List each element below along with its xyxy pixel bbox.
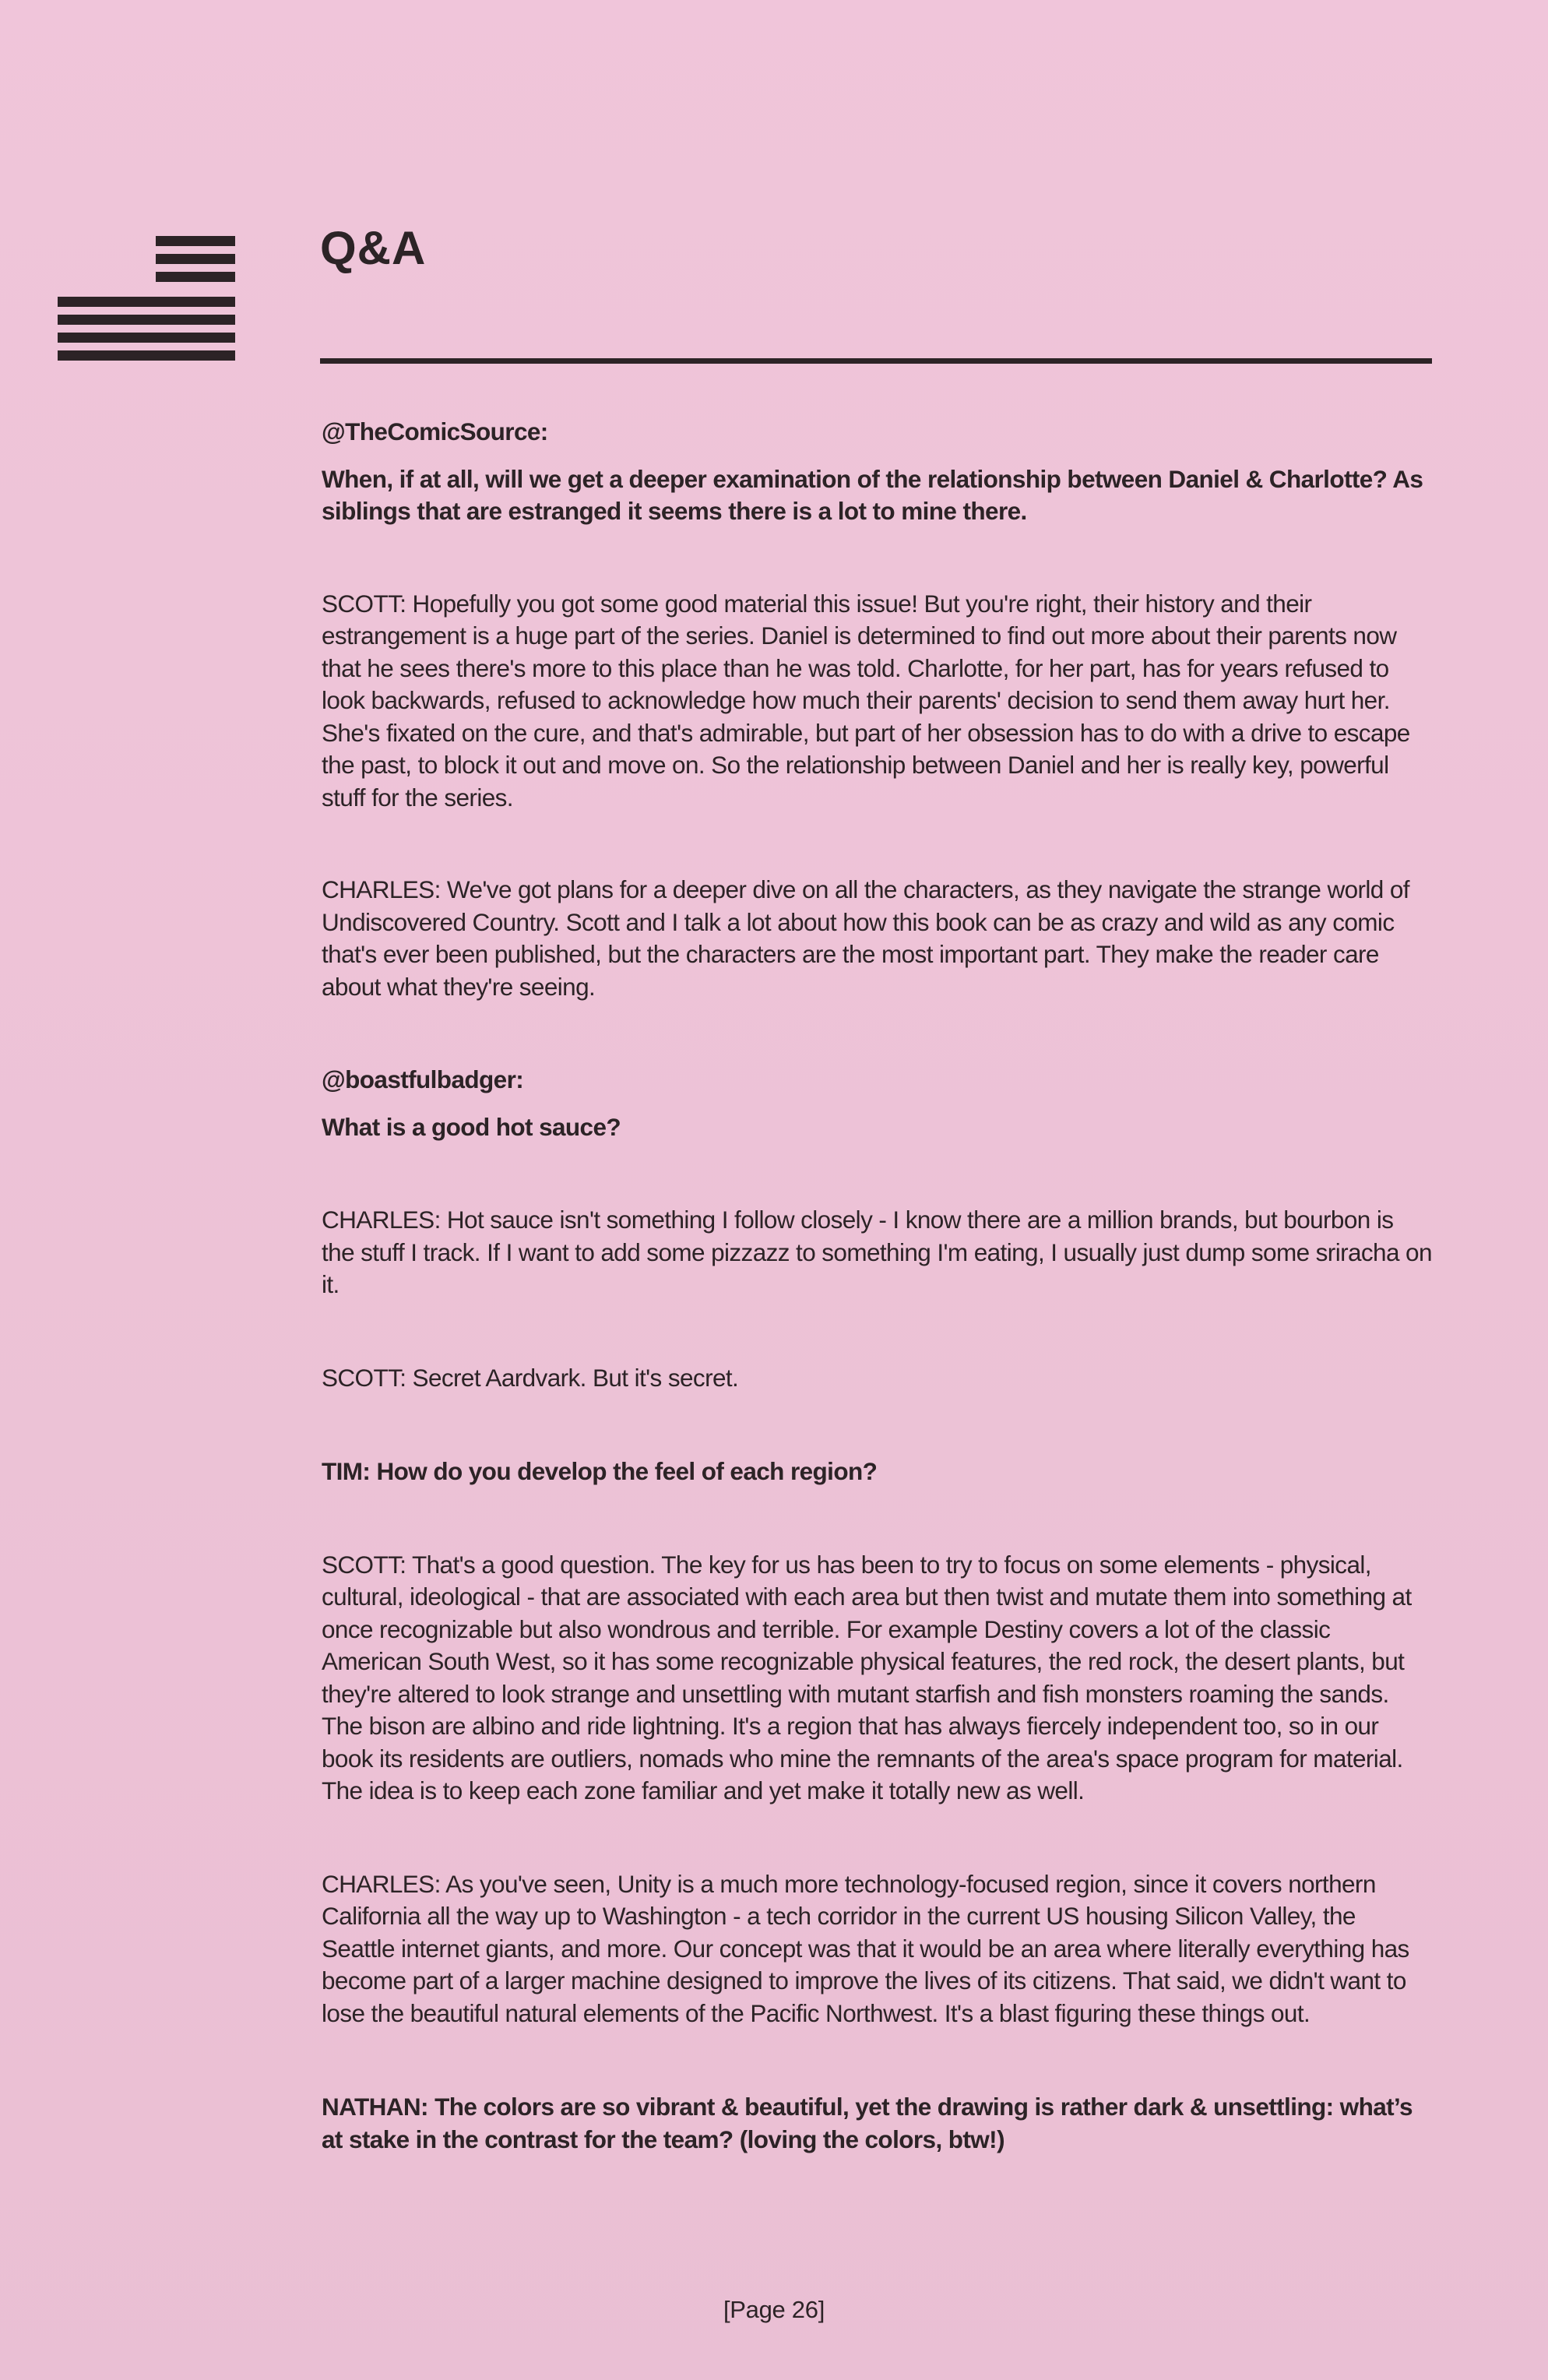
qa-handle: @boastfulbadger: <box>322 1065 524 1093</box>
qa-answer: SCOTT: Secret Aardvark. But it's secret. <box>322 1363 739 1392</box>
stacked-bars-logo-icon <box>58 236 235 367</box>
page-title: Q&A <box>320 222 427 274</box>
qa-content <box>322 413 1432 2156</box>
qa-answer: CHARLES: Hot sauce isn't something I follow closely - I know there are a million brands, but bourbon is the stuff I track. If I want to add some pizzazz to something I'm eating, I usually just dump some sriracha on it. <box>322 1206 1432 1298</box>
qa-answer: CHARLES: As you've seen, Unity is a much more technology-focused region, since it covers northern California all the way up to Washington - a tech corridor in the current US housing Silicon Valley, the Seattle internet giants, and more. Our concept was that it would be an area where literally everything has become part of a larger machine designed to improve the lives of its citizens. That said, we didn't want to lose the beautiful natural elements of the Pacific Northwest. It's a blast figuring these things out. <box>322 1869 1409 2027</box>
qa-answer: CHARLES: We've got plans for a deeper dive on all the characters, as they navigate the strange world of Undiscovered Country. Scott and I talk a lot about how this book can be as crazy and wild as any comic that's ever been published, but the characters are the most important part. They make the reader care about what they're seeing. <box>322 875 1409 1001</box>
qa-handle: @TheComicSource: <box>322 417 548 445</box>
qa-answer: SCOTT: That's a good question. The key for us has been to try to focus on some elements - physical, cultural, ideological - that are associated with each area but then twist and mutate them into something at once recognizable but also wondrous and terrible. For example Destiny covers a lot of the classic American South West, so it has some recognizable physical features, the red rock, the desert plants, but they're altered to look strange and unsettling with mutant starfish and fish monsters roaming the sands. The bison are albino and ride lightning. It's a region that has always fiercely independent too, so in our book its residents are outliers, nomads who mine the remnants of the area's space program for material. The idea is to keep each zone familiar and yet make it totally new as well. <box>322 1550 1412 1804</box>
qa-question: NATHAN: The colors are so vibrant & beautiful, yet the drawing is rather dark & unsettling: what’s at stake in the contrast for the team? (loving the colors, btw!) <box>322 2093 1413 2153</box>
qa-question: TIM: How do you develop the feel of each region? <box>322 1457 878 1485</box>
qa-answer: SCOTT: Hopefully you got some good material this issue! But you're right, their history and their estrangement is a huge part of the series. Daniel is determined to find out more about their parents now that he sees there's more to this place than he was told. Charlotte, for her part, has for years refused to look backwards, refused to acknowledge how much their parents' decision to send them away hurt her. She's fixated on the cure, and that's admirable, but part of her obsession has to do with a drive to escape the past, to block it out and move on. So the relationship between Daniel and her is really key, powerful stuff for the series. <box>322 589 1410 812</box>
page-number: [Page 26] <box>723 2296 825 2323</box>
qa-question: What is a good hot sauce? <box>322 1112 621 1141</box>
qa-question: When, if at all, will we get a deeper examination of the relationship between Daniel & Charlotte? As siblings that are estranged it seems there is a lot to mine there. <box>322 464 1423 525</box>
title-divider <box>320 358 1432 364</box>
